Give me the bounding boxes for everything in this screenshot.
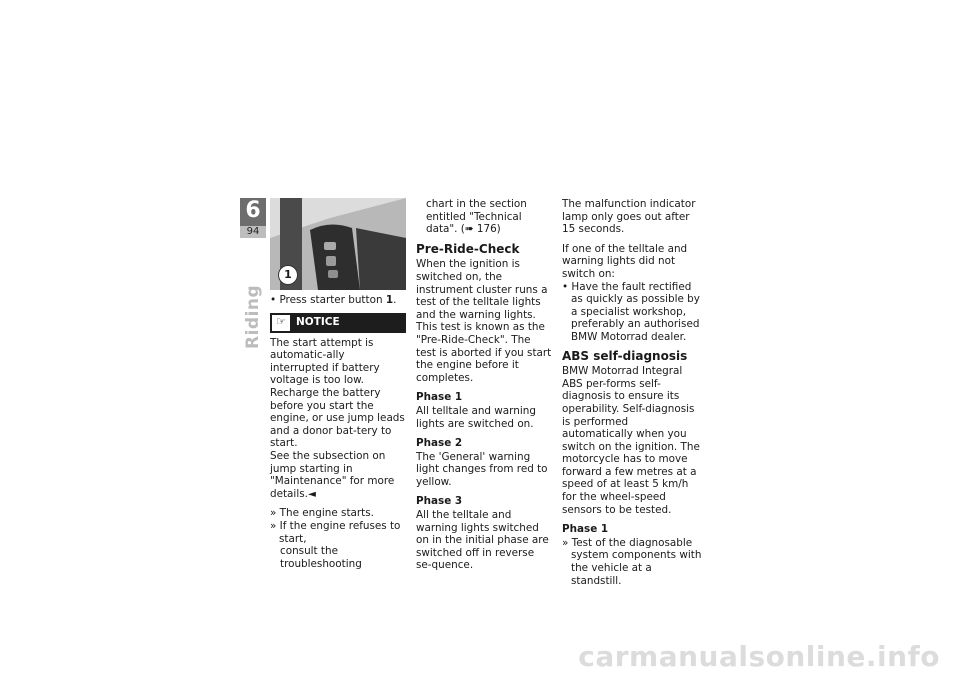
bullet-bold: 1 <box>385 294 394 306</box>
starter-bullet: • Press starter button 1. <box>270 294 397 306</box>
continuation-text: chart in the section entitled "Technical data". (➠ 176) <box>426 198 527 236</box>
result-2b: consult the troubleshooting <box>280 545 362 570</box>
column-1 <box>270 198 406 570</box>
fail-bullet: • Have the fault rectified as quickly as possible by a specialist workshop, preferably an authorised BMW Motorrad dealer. <box>562 280 700 343</box>
mil-text: The malfunction indicator lamp only goes out after 15 seconds. <box>562 198 696 236</box>
phase3-title: Phase 3 <box>416 495 463 508</box>
notice-label: NOTICE <box>296 316 340 329</box>
column-3 <box>562 198 702 587</box>
heading-abs-self-diagnosis: ABS self-diagnosis <box>562 348 688 363</box>
notice-bar <box>270 313 406 333</box>
fail-text: If one of the telltale and warning lights did not switch on: <box>562 242 688 280</box>
chapter-tab <box>240 198 266 238</box>
notice-text-2: See the subsection on jump starting in "Maintenance" for more details.◄ <box>270 449 395 500</box>
notice-text: The start attempt is automatic-ally interrupted if battery voltage is too low. Recharge the battery before you start the engine, or use jump leads and a donor bat-tery to start. <box>270 336 405 450</box>
bullet-end: . <box>393 294 397 306</box>
result-1: » The engine starts. <box>270 507 374 520</box>
bullet-text: Press starter button <box>279 294 386 306</box>
section-side-label: Riding <box>243 284 263 349</box>
phase2-text: The 'General' warning light changes from red to yellow. <box>416 450 548 488</box>
abs-phase1-title: Phase 1 <box>562 523 609 536</box>
callout-1: 1 <box>278 265 298 285</box>
pre-ride-intro: When the ignition is switched on, the instrument cluster runs a test of the telltale lights and the warning lights. This test is known as the "Pre-Ride-Check". The test is aborted if you start the engine before it completes. <box>416 258 552 384</box>
page-number: 94 <box>240 226 266 238</box>
phase3-text: All the telltale and warning lights switched on in the initial phase are switched off in reverse se-quence. <box>416 509 549 572</box>
heading-pre-ride-check: Pre-Ride-Check <box>416 241 520 256</box>
result-2a: » If the engine refuses to start, <box>270 519 401 545</box>
handlebar-switch-photo <box>270 198 406 290</box>
abs-text: BMW Motorrad Integral ABS per-forms self-diagnosis to ensure its operability. Self-diagnosis is performed automatically when you switch on the ignition. The motorcycle has to move forward a few metres at a speed of at least 5 km/h for the wheel-speed sensors to be tested. <box>562 365 700 516</box>
phase1-text: All telltale and warning lights are switched on. <box>416 404 536 430</box>
chapter-number: 6 <box>245 198 261 223</box>
hand-pointer-icon: ☞ <box>272 315 290 331</box>
phase1-title: Phase 1 <box>416 391 463 404</box>
column-2 <box>416 198 552 579</box>
phase2-title: Phase 2 <box>416 437 463 450</box>
watermark: carmanualsonline.info <box>578 640 940 673</box>
abs-phase1-text: » Test of the diagnosable system components with the vehicle at a standstill. <box>562 536 702 587</box>
